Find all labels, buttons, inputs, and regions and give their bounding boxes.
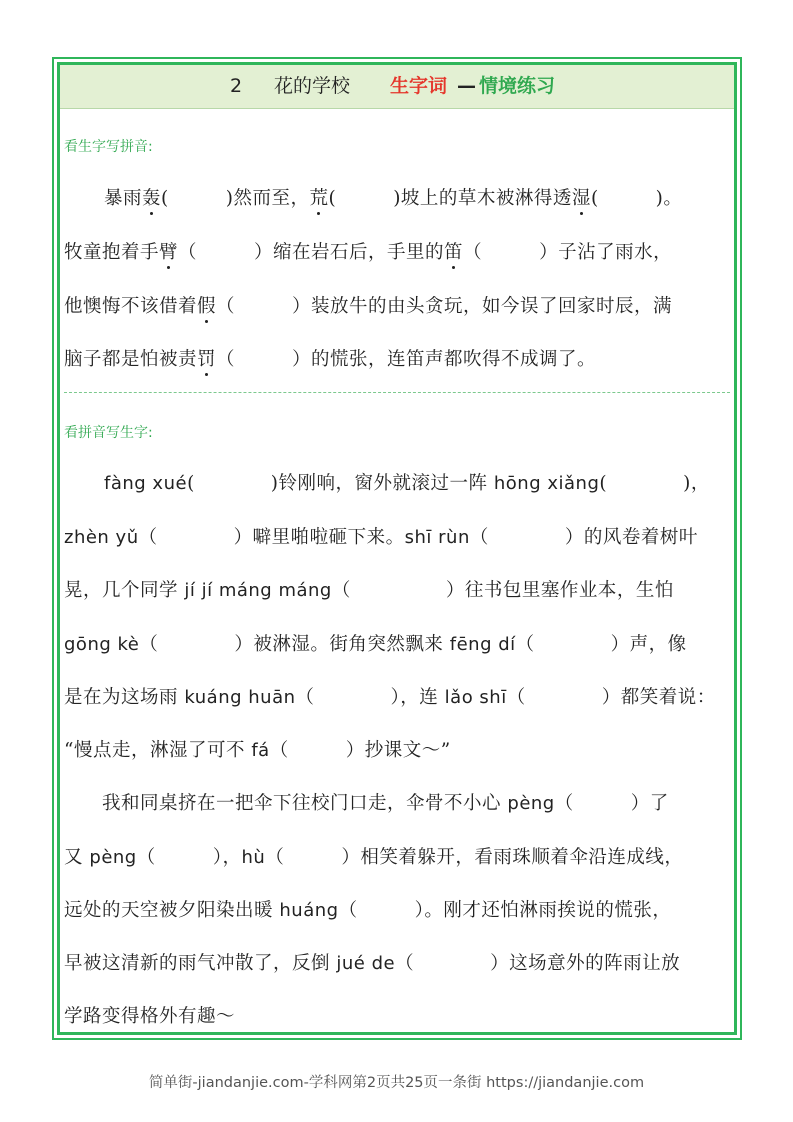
- lesson-number: 2: [230, 75, 243, 97]
- text-segment: （ ）。刚才还怕淋雨挨说的慌张，: [338, 900, 672, 921]
- subtitle-red: 生字词: [390, 75, 448, 97]
- pinyin: pèng: [507, 793, 555, 814]
- pinyin: lǎo shī: [444, 687, 507, 708]
- text-segment: （ ）缩在岩石后，手里的: [178, 242, 445, 263]
- text-segment: ( )，: [599, 473, 710, 494]
- pinyin: jí jí máng máng: [184, 580, 332, 601]
- text-segment: ( )。: [590, 188, 683, 209]
- pinyin: fá: [251, 740, 270, 761]
- pinyin: kuáng huān: [184, 687, 296, 708]
- text-segment: 是在为这场雨: [64, 687, 185, 708]
- text-segment: 学路变得格外有趣～: [64, 1006, 236, 1027]
- text-segment: 暴雨: [104, 188, 143, 209]
- text-segment: （ ），: [136, 847, 242, 868]
- text-segment: 远处的天空被夕阳染出暖: [64, 900, 280, 921]
- text-segment: 我和同桌挤在一把伞下往校门口走，伞骨不小心: [64, 793, 508, 814]
- section2-label: 看拼音写生字:: [64, 425, 153, 441]
- s1-line-4: [64, 345, 596, 371]
- text-segment: “慢点走，淋湿了可不: [64, 740, 252, 761]
- text-segment: （ ）相笑着躲开，看雨珠顺着伞沿连成线，: [265, 847, 684, 868]
- dotted-char: 臂: [159, 238, 178, 264]
- s1-line-3: [64, 292, 672, 318]
- dotted-char: 罚: [197, 345, 216, 371]
- s1-line-2: [64, 238, 672, 264]
- s2-line-10: [64, 949, 680, 975]
- dotted-char: 荒: [309, 184, 328, 210]
- s2-line-1: [104, 469, 710, 495]
- pinyin: fēng dí: [449, 634, 516, 655]
- page-title: [60, 65, 734, 108]
- text-segment: （ ）的慌张，连笛声都吹得不成调了。: [216, 349, 597, 370]
- text-segment: （ ），连: [295, 687, 445, 708]
- text-segment: 早被这清新的雨气冲散了，反倒: [64, 953, 337, 974]
- text-segment: （ ）往书包里塞作业本，生怕: [331, 580, 674, 601]
- dotted-char: 假: [197, 292, 216, 318]
- text-segment: （ ）这场意外的阵雨让放: [395, 953, 681, 974]
- pinyin: huáng: [279, 900, 339, 921]
- pinyin: shī rùn: [404, 527, 470, 548]
- text-segment: 他懊悔不该借着: [64, 296, 198, 317]
- pinyin: pèng: [89, 847, 137, 868]
- pinyin: hù: [241, 847, 266, 868]
- section-divider: [64, 392, 730, 393]
- dotted-char: 轰: [142, 184, 161, 210]
- pinyin: fàng xué: [104, 473, 188, 494]
- s2-line-5: [64, 683, 716, 709]
- text-segment: 又: [64, 847, 90, 868]
- s2-line-9: [64, 896, 671, 922]
- text-segment: ( )铃刚响，窗外就滚过一阵: [187, 473, 494, 494]
- section1-label: 看生字写拼音:: [64, 139, 153, 155]
- text-segment: 脑子都是怕被责: [64, 349, 198, 370]
- text-segment: （ ）声，像: [515, 634, 687, 655]
- text-segment: （ ）抄课文～”: [269, 740, 451, 761]
- text-segment: （ ）装放牛的由头贪玩，如今误了回家时辰，满: [216, 296, 673, 317]
- s2-line-3: [64, 576, 674, 602]
- subtitle-green: 情境练习: [479, 75, 556, 97]
- text-segment: ( )然而至，: [161, 188, 310, 209]
- s2-line-6: [64, 736, 451, 762]
- text-segment: （ ）子沾了雨水，: [463, 242, 673, 263]
- text-segment: 晃，几个同学: [64, 580, 185, 601]
- dotted-char: 湿: [572, 184, 591, 210]
- text-segment: （ ）噼里啪啦砸下来。: [138, 527, 405, 548]
- s2-line-8: [64, 843, 683, 869]
- text-segment: （ ）都笑着说：: [506, 687, 716, 708]
- text-segment: （ ）了: [554, 793, 669, 814]
- pinyin: zhèn yǔ: [64, 527, 139, 548]
- pinyin: gōng kè: [64, 634, 140, 655]
- dotted-char: 笛: [444, 238, 463, 264]
- subtitle-dash: —: [457, 75, 476, 97]
- text-segment: （ ）的风卷着树叶: [469, 527, 698, 548]
- page-footer: 简单街-jiandanjie.com-学科网第2页共25页一条街 https://jiandanjie.com: [148, 1075, 645, 1091]
- text-segment: ( )坡上的草木被淋得透: [328, 188, 572, 209]
- text-segment: 牧童抱着手: [64, 242, 160, 263]
- s2-line-7: [64, 789, 669, 815]
- text-segment: （ ）被淋湿。街角突然飘来: [139, 634, 450, 655]
- s2-line-11: [64, 1002, 235, 1028]
- lesson-title: 花的学校: [274, 75, 351, 97]
- s2-line-2: [64, 523, 698, 549]
- pinyin: jué de: [336, 953, 396, 974]
- pinyin: hōng xiǎng: [493, 473, 600, 494]
- s1-line-1: [104, 184, 682, 210]
- s2-line-4: [64, 630, 687, 656]
